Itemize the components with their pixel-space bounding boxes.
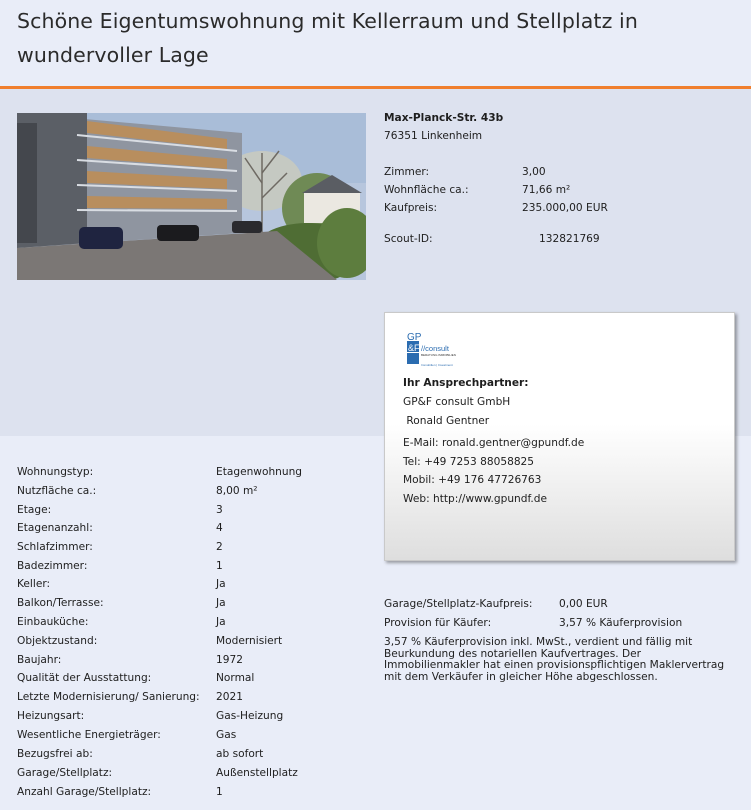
- fact-label: Badezimmer:: [17, 560, 88, 572]
- commission-note: 3,57 % Käuferprovision inkl. MwSt., verdient und fällig mit Beurkundung des notariellen Kaufvertrages. Der Immobilienmakler hat einen provisionspflichtigen Maklervertrag mit dem Verkäufer in gleicher Höhe abgeschlossen.: [384, 636, 725, 683]
- commission-label: Provision für Käufer:: [384, 617, 492, 629]
- fact-value: Ja: [216, 597, 226, 609]
- property-photo[interactable]: [17, 113, 366, 280]
- company-logo: [405, 331, 469, 371]
- summary-value-price: 235.000,00 EUR: [522, 202, 608, 214]
- fact-value: 2: [216, 541, 223, 553]
- fact-value: 1972: [216, 654, 243, 666]
- fact-label: Garage/Stellplatz:: [17, 767, 113, 779]
- fact-value: 2021: [216, 691, 243, 703]
- fact-value: Modernisiert: [216, 635, 283, 647]
- fact-label: Anzahl Garage/Stellplatz:: [17, 786, 152, 798]
- contact-web[interactable]: Web: http://www.gpundf.de: [403, 493, 548, 505]
- parking-price-value: 0,00 EUR: [559, 598, 608, 610]
- svg-text:&F: &F: [408, 343, 420, 353]
- fact-value: ab sofort: [216, 748, 264, 760]
- fact-label: Etagenanzahl:: [17, 522, 93, 534]
- fact-value: 8,00 m²: [216, 485, 258, 497]
- header: [0, 0, 751, 89]
- fact-value: 3: [216, 504, 223, 516]
- scout-id-value: 132821769: [539, 233, 600, 245]
- fact-value: 1: [216, 560, 223, 572]
- contact-mobile[interactable]: Mobil: +49 176 47726763: [403, 474, 542, 486]
- fact-label: Bezugsfrei ab:: [17, 748, 93, 760]
- scout-id-label: Scout-ID:: [384, 233, 433, 245]
- contact-email[interactable]: E-Mail: ronald.gentner@gpundf.de: [403, 437, 585, 449]
- fact-label: Baujahr:: [17, 654, 62, 666]
- svg-text:Immobilien | Investment: Immobilien | Investment: [421, 363, 453, 367]
- summary-label-rooms: Zimmer:: [384, 166, 430, 178]
- fact-label: Objektzustand:: [17, 635, 98, 647]
- fact-value: 1: [216, 786, 223, 798]
- fact-label: Wesentliche Energieträger:: [17, 729, 161, 741]
- fact-label: Einbauküche:: [17, 616, 89, 628]
- summary-value-rooms: 3,00: [522, 166, 546, 178]
- svg-text:BERATUNG IMMOBILIEN: BERATUNG IMMOBILIEN: [421, 353, 456, 357]
- summary-label-living-area: Wohnfläche ca.:: [384, 184, 469, 196]
- contact-card: [384, 312, 735, 561]
- photo-image: [17, 113, 366, 280]
- fact-value: Ja: [216, 616, 226, 628]
- contact-person: Ronald Gentner: [403, 415, 490, 427]
- contact-heading: Ihr Ansprechpartner:: [403, 377, 529, 389]
- summary-label-price: Kaufpreis:: [384, 202, 438, 214]
- address-street: Max-Planck-Str. 43b: [384, 112, 504, 124]
- fact-value: Etagenwohnung: [216, 466, 303, 478]
- svg-text://consult: //consult: [421, 344, 449, 353]
- fact-label: Letzte Modernisierung/ Sanierung:: [17, 691, 200, 703]
- fact-label: Etage:: [17, 504, 52, 516]
- fact-value: Normal: [216, 672, 255, 684]
- address-city: 76351 Linkenheim: [384, 130, 483, 142]
- fact-label: Nutzfläche ca.:: [17, 485, 97, 497]
- fact-label: Keller:: [17, 578, 51, 590]
- summary-value-living-area: 71,66 m²: [522, 184, 571, 196]
- fact-label: Qualität der Ausstattung:: [17, 672, 152, 684]
- fact-label: Heizungsart:: [17, 710, 85, 722]
- fact-label: Balkon/Terrasse:: [17, 597, 104, 609]
- svg-text:GP: GP: [407, 332, 422, 343]
- fact-value: Ja: [216, 578, 226, 590]
- fact-value: 4: [216, 522, 223, 534]
- contact-phone[interactable]: Tel: +49 7253 88058825: [403, 456, 535, 468]
- fact-value: Außenstellplatz: [216, 767, 298, 779]
- contact-company: GP&F consult GmbH: [403, 396, 511, 408]
- page-title: Schöne Eigentumswohnung mit Kellerraum und Stellplatz in wundervoller Lage: [17, 9, 638, 67]
- commission-value: 3,57 % Käuferprovision: [559, 617, 683, 629]
- fact-label: Wohnungstyp:: [17, 466, 94, 478]
- fact-value: Gas: [216, 729, 237, 741]
- parking-price-label: Garage/Stellplatz-Kaufpreis:: [384, 598, 533, 610]
- fact-label: Schlafzimmer:: [17, 541, 93, 553]
- fact-value: Gas-Heizung: [216, 710, 284, 722]
